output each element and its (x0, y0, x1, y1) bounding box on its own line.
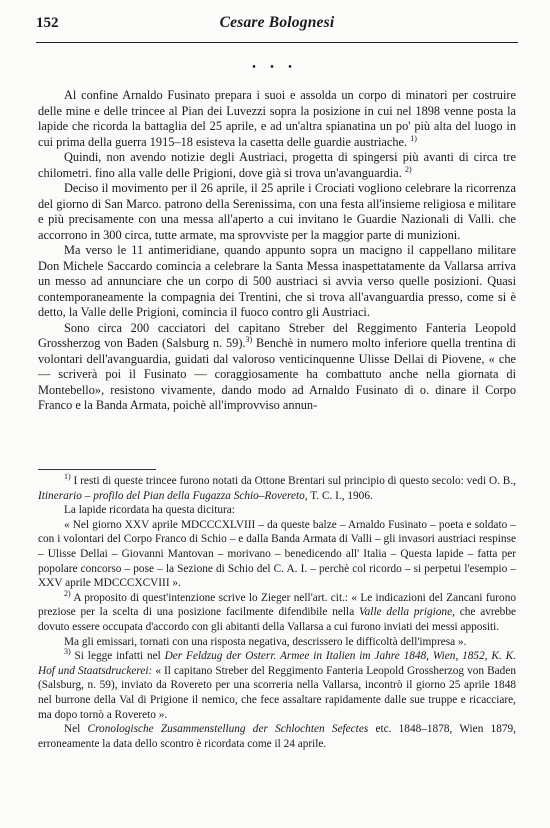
cited-title: Der Feldzug der Osterr. Armee in Italien im Jahre 1848, Wien, 1852, K. K. Hof und Staatsdruckerei: (38, 650, 516, 677)
footnote-3-continued (38, 722, 516, 751)
footnote-2 (38, 588, 516, 635)
paragraph-text: Ma verso le 11 antimeridiane, quando appunto sopra un macigno il cappellano militare Don Michele Saccardo comincia a celebrare la Santa Messa inaspettatamente da Vallarsa arriva un messo ad annunciare che un corpo di 500 austriaci si avvia verso quelle posizioni. Quasi contemporaneamente la compagnia dei Trentini, che si trova all'avanguardia presso, come si è detto, la Valle delle Prigioni, comincia il fuoco contro gli Austriaci. (38, 243, 516, 319)
footnote-number: 1) (64, 472, 71, 482)
footnotes (38, 474, 516, 751)
footnote-2-continued: Ma gli emissari, tornati con una risposta negativa, descrissero le difficoltà dell'impresa ». (64, 635, 467, 648)
footnote-ref: 3) (245, 334, 253, 344)
footnote-text: T. C. I., 1906. (307, 489, 373, 502)
cited-title: Cronologische Zusammenstellung der Schlochten Sefectes (87, 723, 369, 736)
running-title: Cesare Bolognesi (219, 14, 335, 31)
footnote-ref: 1) (410, 133, 417, 143)
footnote-number: 2) (64, 588, 71, 598)
footnote-text: I resti di queste trincee furono notati da Ottone Brentari sul principio di questo secolo: vedi O. B., (70, 475, 516, 487)
footnote-number: 3) (64, 647, 71, 657)
inscription-quote: « Nel giorno XXV aprile MDCCCXLVIII – da queste balze – Arnaldo Fusinato – poeta e soldato – con i volontari del Corpo Franco di Schio – e dalla Banda Armata di Valli – gli invasori austriaci respinse – Ulisse Dellai – Giovanni Mantovan – morivano – benedicendo all' Italia – Questa lapide – fatta per popolare concorso – pose – la Sezione di Schio del C. A. I. – perchè col ricordo – si perpetui l'esempio – XXV aprile MDCCCXCVIII ». (38, 518, 516, 590)
paragraph (38, 150, 516, 181)
paragraph-text-continued: Benchè in numero molto inferiore quella trentina di volontari dell'avanguardia, guidati dal valoroso venticinquenne Ulisse Dellai di Piovene, « che — scriverà poi il Fusinato — coraggiosamente ha combattuto anche nella giornata di Montebello», resistono vivamente, dando modo ad Arnaldo Fusinato di o. dinare il Corpo Franco e la Banda Armata, poichè all'improvviso annun- (38, 336, 516, 412)
footnote-text: Si legge infatti nel (70, 650, 165, 663)
main-text (38, 88, 516, 414)
paragraph-text: Quindi, non avendo notizie degli Austriaci, progetta di spingersi più avanti di circa tre chilometri. fino alla valle delle Prigioni, dove già si trova un'avanguardia. (38, 150, 516, 180)
cited-title: Valle della prigione, (359, 606, 455, 619)
footnote-text: Nel (64, 723, 88, 736)
paragraph-text: Al confine Arnaldo Fusinato prepara i suoi e assolda un corpo di minatori per costruire delle mine e delle trincee al Pian dei Luvezzi sopra la posizione in cui nel 1898 venne posta la lapide che ricorda la battaglia del 25 aprile, e ad un'altra spianatina un po' più alta del luogo in cui prima della guerra 1915–18 esisteva la casetta delle guardie austriache. (38, 88, 516, 149)
footnote-rule (38, 469, 156, 470)
footnote-1-continued: La lapide ricordata ha questa dicitura: (64, 504, 235, 517)
paragraph-text: Sono circa 200 cacciatori del capitano Streber del Reggimento Fanteria Leopold Grossherzog von Baden (Salsburg n. 59). (38, 320, 516, 350)
footnote-3 (38, 649, 516, 722)
footnote-ref: 2) (404, 164, 412, 174)
page-number: 152 (36, 15, 59, 31)
footnote-text: etc. 1848–1878, Wien 1879, erroneamente la data dello scontro è ricordata come il 24 aprile. (38, 723, 516, 750)
paragraph (38, 181, 516, 243)
section-separator: • • • (252, 62, 298, 73)
paragraph (38, 321, 516, 414)
header-rule (36, 42, 518, 43)
footnote-1 (38, 474, 516, 503)
paragraph-text: Deciso il movimento per il 26 aprile, il 25 aprile i Crociati vogliono celebrare la ricorrenza del giorno di San Marco. patrono della Serenissima, con una festa all'insieme religiosa e militare e più precisamente con una messa all'aperto a cui invitano le Guardie Nazionali di Valli. che accorrono in 300 circa, tutte armate, ma sprovviste per la maggior parte di munizioni. (38, 181, 516, 242)
footnote-text: A proposito di quest'intenzione scrive lo Zieger nell'art. cit.: « Le indicazioni del Zancani furono preziose per la scelta di una posizione facilmente difendibile nella (38, 591, 516, 619)
cited-title: Itinerario – profilo del Pian della Fugazza Schio–Rovereto, (38, 489, 308, 502)
paragraph (38, 243, 516, 321)
footnote-text: che avrebbe dovuto essere occupata d'accordo con gli abitanti della Vallarsa a cui furono inviati dei messi appositi. (38, 606, 516, 633)
page-header (36, 14, 518, 40)
paragraph (38, 88, 516, 150)
footnote-text: « Il capitano Streber del Reggimento Fanteria Leopold Grossherzog von Baden (Salsburg, n. 59), inviato da Rovereto per una scorreria nella Vallarsa, incontrò il giorno 25 aprile 1848 nel burrone della Val di Prigione il nemico, che fece assaltare rapidamente dalle sue truppe e ricacciare, ma dopo tornò a Rovereto ». (38, 664, 516, 721)
